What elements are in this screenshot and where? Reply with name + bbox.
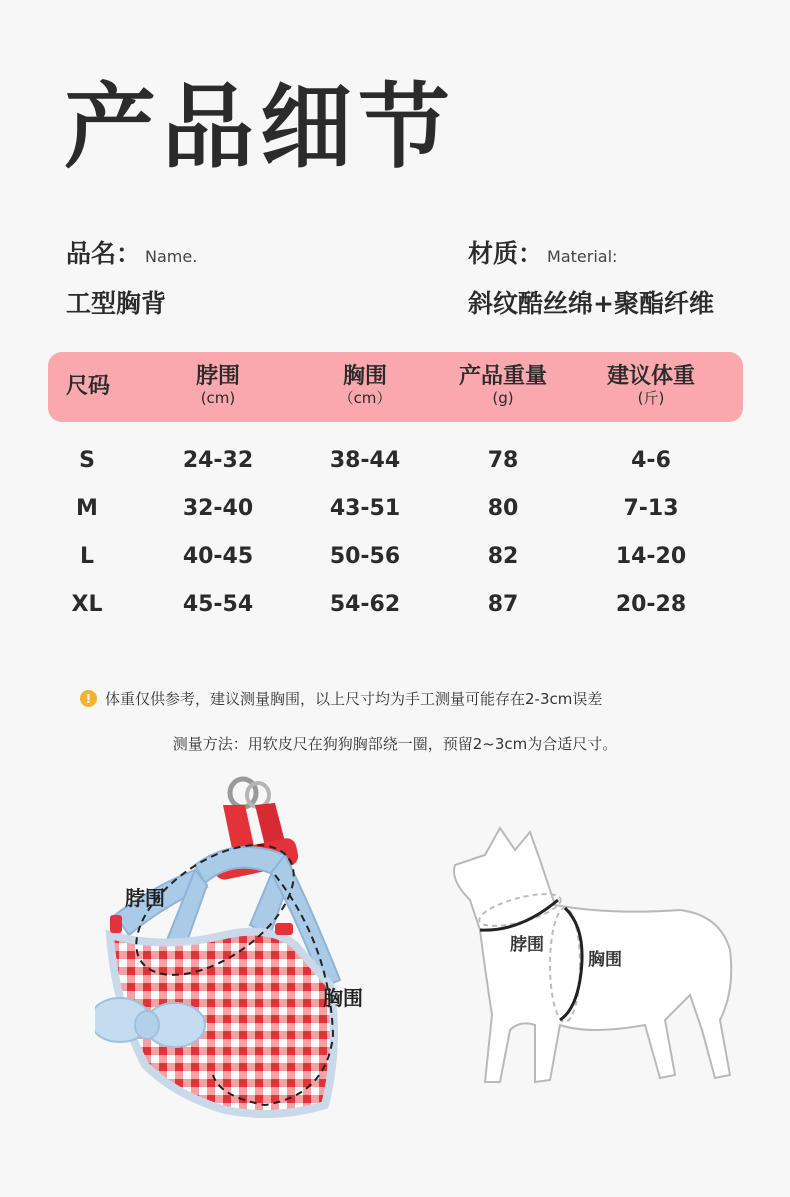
cell-suggest-weight: 14-20 (615, 543, 687, 569)
header-unit: (g) (492, 389, 514, 408)
warning-icon: ! (80, 690, 97, 707)
header-suggest-weight (576, 352, 726, 422)
header-unit: （cm） (338, 389, 392, 408)
dog-chest-label: 胸围 (588, 950, 622, 970)
material-label-text: 材质： (468, 239, 544, 268)
cell-weight: 82 (487, 543, 519, 569)
name-value: 工型胸背 (66, 289, 167, 318)
measurement-note (80, 688, 602, 709)
name-label-text: 品名： (66, 239, 142, 268)
table-row (0, 580, 790, 628)
header-label: 脖围 (195, 364, 240, 390)
name-label (66, 234, 197, 270)
table-row (0, 484, 790, 532)
header-weight (428, 352, 578, 422)
header-neck (143, 352, 293, 422)
material-label (468, 234, 617, 270)
header-unit: (斤) (637, 389, 665, 408)
cell-neck: 45-54 (182, 591, 254, 617)
cell-size: M (76, 495, 98, 521)
material-value: 斜纹酷丝绵+聚酯纤维 (468, 289, 714, 318)
table-row (0, 436, 790, 484)
header-label: 尺码 (65, 373, 110, 399)
cell-chest: 38-44 (329, 447, 401, 473)
header-chest (290, 352, 440, 422)
cell-suggest-weight: 20-28 (615, 591, 687, 617)
page-title: 产品细节 (64, 74, 457, 181)
header-label: 胸围 (342, 364, 387, 390)
dog-neck-label: 脖围 (510, 935, 544, 955)
header-label: 产品重量 (458, 364, 547, 390)
cell-suggest-weight: 7-13 (623, 495, 679, 521)
cell-weight: 80 (487, 495, 519, 521)
harness-image (95, 775, 365, 1135)
cell-chest: 54-62 (329, 591, 401, 617)
harness-neck-label: 脖围 (125, 886, 165, 910)
material-label-sub: Material: (547, 247, 618, 266)
cell-neck: 32-40 (182, 495, 254, 521)
cell-chest: 43-51 (329, 495, 401, 521)
note-text: 体重仅供参考，建议测量胸围，以上尺寸均为手工测量可能存在2-3cm误差 (105, 690, 603, 708)
cell-size: L (79, 543, 95, 569)
cell-neck: 40-45 (182, 543, 254, 569)
header-label: 建议体重 (606, 364, 695, 390)
cell-weight: 87 (487, 591, 519, 617)
dog-image (440, 820, 750, 1100)
table-row (0, 532, 790, 580)
cell-suggest-weight: 4-6 (631, 447, 671, 473)
cell-chest: 50-56 (329, 543, 401, 569)
measurement-method: 测量方法：用软皮尺在狗狗胸部绕一圈，预留2~3cm为合适尺寸。 (172, 735, 618, 753)
header-unit: (cm) (200, 389, 236, 408)
name-label-sub: Name. (145, 247, 198, 266)
cell-weight: 78 (487, 447, 519, 473)
size-table-header (48, 352, 743, 422)
cell-size: S (79, 447, 95, 473)
cell-neck: 24-32 (182, 447, 254, 473)
header-size (48, 352, 128, 422)
harness-chest-label: 胸围 (323, 986, 363, 1010)
cell-size: XL (71, 591, 103, 617)
